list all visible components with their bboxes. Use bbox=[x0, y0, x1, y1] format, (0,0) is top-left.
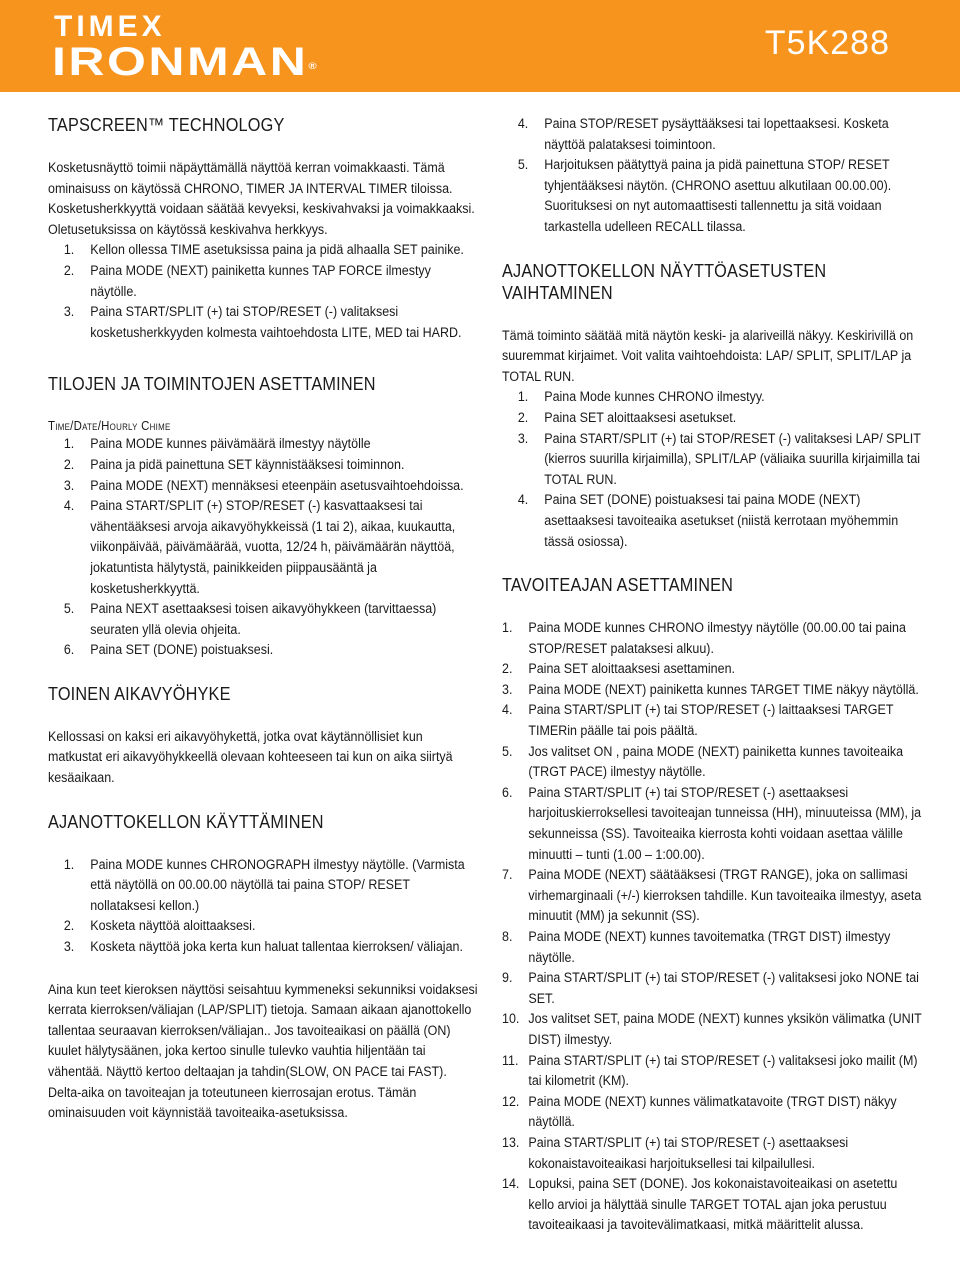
list-item: 10. Jos valitset SET, paina MODE (NEXT) kunnes yksikön välimatka (UNIT DIST) ilmestyy. bbox=[502, 1011, 922, 1048]
section-title-chrono-use: AJANOTTOKELLON KÄYTTÄMINEN bbox=[48, 810, 324, 832]
timex-ironman-logo bbox=[52, 10, 320, 84]
tapscreen-intro: Kosketusnäyttö toimii näpäyttämällä näyttöä kerran voimakkaasti. Tämä ominaisuss on käytössä CHRONO, TIMER JA INTERVAL TIMER tiloissa. Kosketusherkkyyttä voidaan säätää kevyeksi, keskivahvaksi ja voimakkaaksi. Oletusetuksissa on käytössä keskivahva herkkyys. bbox=[48, 160, 475, 238]
list-item: 1. Kellon ollessa TIME asetuksissa paina ja pidä alhaalla SET painike. bbox=[63, 242, 464, 259]
list-item: 9. Paina START/SPLIT (+) tai STOP/RESET (-) valitaksesi joko NONE tai SET. bbox=[502, 970, 919, 1007]
logo-ironman: IRONMAN® bbox=[52, 40, 320, 84]
second-timezone-body: Kellossasi on kaksi eri aikavyöhykettä, jotka ovat käytännöllisiet kun matkustat eri aikavyöhykkeellä olevaan kohteeseen tai kun on aika siirtyä kesäaikaan. bbox=[48, 728, 453, 787]
list-item: 14. Lopuksi, paina SET (DONE). Jos kokonaistavoiteaikasi on asetettu kello arvioi ja hälyttää sinulle TARGET TOTAL ajan joka perustuu tavoiteaikaasi ja tavoitevälimatkaasi, mitkä määrittelit alussa. bbox=[502, 1176, 898, 1234]
list-item: 3. Paina MODE (NEXT) mennäksesi eteenpäin asetusvaihtoehdoissa. bbox=[63, 477, 464, 494]
section-title-tapscreen: TAPSCREEN™ TECHNOLOGY bbox=[48, 114, 285, 135]
list-item: 2. Paina ja pidä painettuna SET käynnistääksesi toiminnon. bbox=[63, 456, 405, 473]
list-item: 1. Paina MODE kunnes CHRONO ilmestyy näytölle (00.00.00 tai paina STOP/RESET palataksesi alkuu). bbox=[502, 620, 906, 657]
section-title-second-timezone: TOINEN AIKAVYÖHYKE bbox=[48, 682, 231, 704]
list-item: 7. Paina MODE (NEXT) säätääksesi (TRGT RANGE), joka on sallimasi virhemarginaali (+/-) kierroksen tahdille. Kun tavoiteaika ilmestyy, aseta minuutit (MM) ja sekunnit (SS). bbox=[502, 867, 922, 925]
list-item: 2. Paina MODE (NEXT) painiketta kunnes TAP FORCE ilmestyy näytölle. bbox=[63, 262, 431, 300]
list-item: 1. Paina Mode kunnes CHRONO ilmestyy. bbox=[517, 389, 765, 406]
list-item: 1. Paina MODE kunnes päivämäärä ilmestyy näytölle bbox=[63, 436, 371, 453]
list-item: 11. Paina START/SPLIT (+) tai STOP/RESET (-) valitaksesi joko mailit (M) tai kilometrit (KM). bbox=[502, 1052, 918, 1090]
list-item: 4. Paina SET (DONE) poistuaksesi tai paina MODE (NEXT) asettaaksesi tavoiteaika asetukset (niistä kerrotaan myöhemmin tässä osiossa). bbox=[517, 492, 899, 550]
list-item: 5. Jos valitset ON , paina MODE (NEXT) painiketta kunnes tavoiteaika (TRGT PACE) ilmestyy näytölle. bbox=[502, 743, 904, 781]
left-column bbox=[48, 114, 478, 1124]
header-banner bbox=[0, 0, 960, 92]
list-item: 3. Kosketa näyttöä joka kerta kun haluat tallentaa kierroksen/ väliajan. bbox=[63, 939, 463, 956]
list-item: 2. Kosketa näyttöä aloittaaksesi. bbox=[63, 918, 256, 935]
list-item: 2. Paina SET aloittaaksesi asettaminen. bbox=[502, 661, 735, 678]
right-column bbox=[502, 114, 922, 1236]
subsection-title: Time/Date/Hourly Chime bbox=[48, 418, 171, 434]
target-time-steps bbox=[502, 618, 922, 1236]
section-title-target-time: TAVOITEAJAN ASETTAMINEN bbox=[502, 574, 734, 596]
list-item: 12. Paina MODE (NEXT) kunnes välimatkatavoite (TRGT DIST) näkyy näytöllä. bbox=[502, 1093, 897, 1131]
list-item: 4. Paina START/SPLIT (+) STOP/RESET (-) kasvattaaksesi tai vähentääksesi arvoja aikavyöhykkeissä (1 tai 2), aikaa, kuukautta, viikonpäivää, päivämäärää, vuotta, 12/24 h, päivämäärän näyttöä, jokatuntista hälytystä, painikkeiden piippausääntä ja kosketusherkkyyttä. bbox=[63, 498, 456, 597]
display-settings-steps bbox=[502, 387, 922, 552]
logo-timex: TIMEX bbox=[54, 10, 166, 43]
list-item: 6. Paina SET (DONE) poistuaksesi. bbox=[63, 642, 274, 659]
list-item: 8. Paina MODE (NEXT) kunnes tavoitematka (TRGT DIST) ilmestyy näytölle. bbox=[502, 929, 891, 966]
list-item: 1. Paina MODE kunnes CHRONOGRAPH ilmestyy näytölle. (Varmista että näytöllä on 00.00.00 näytöllä tai paina STOP/ RESET nollataksesi kellon.) bbox=[63, 856, 465, 914]
list-item: 3. Paina MODE (NEXT) painiketta kunnes TARGET TIME näkyy näytöllä. bbox=[502, 681, 919, 698]
chrono-use-steps bbox=[48, 855, 478, 958]
list-item: 6. Paina START/SPLIT (+) tai STOP/RESET (-) asettaaksesi harjoituskierroksellesi tavoiteajan tunneissa (HH), minuuteissa (MM), ja sekunneissa (SS). Tavoiteaika kierrosta kohti voidaan asettaa välille minuutti – tunti (1.00 – 1:00.00). bbox=[502, 784, 922, 863]
tapscreen-steps bbox=[48, 240, 478, 343]
list-item: 2. Paina SET aloittaaksesi asetukset. bbox=[517, 409, 737, 426]
list-item: 5. Paina NEXT asettaaksesi toisen aikavyöhykkeen (tarvittaessa) seuraten yllä olevia ohjeita. bbox=[63, 601, 437, 638]
list-item: 3. Paina START/SPLIT (+) tai STOP/RESET (-) valitaksesi kosketusherkkyyden kolmesta vaihtoehdosta LITE, MED tai HARD. bbox=[63, 304, 462, 341]
display-settings-body: Tämä toiminto säätää mitä näytön keski- ja alariveillä näkyy. Keskirivillä on suuremmat kirjaimet. Voit valita vaihtoehdoista: LAP/ SPLIT, SPLIT/LAP ja TOTAL RUN. bbox=[502, 327, 914, 385]
section-title-display-settings: AJANOTTOKELLON NÄYTTÖASETUSTEN VAIHTAMINEN bbox=[502, 259, 827, 303]
chrono-use-steps-cont bbox=[502, 114, 922, 238]
section-title-settings: TILOJEN JA TOIMINTOJEN ASETTAMINEN bbox=[48, 373, 376, 395]
list-item: 5. Harjoituksen päätyttyä paina ja pidä painettuna STOP/ RESET tyhjentääksesi näytön. (CHRONO asettuu alkutilaan 00.00.00). Suorituksesi on nyt automaattisesti tallennettu ja sitä voidaan tarkastella udelleen RECALL tilassa. bbox=[517, 157, 892, 235]
list-item: 3. Paina START/SPLIT (+) tai STOP/RESET (-) valitaksesi LAP/ SPLIT (kierros suurilla kirjaimilla), SPLIT/LAP (väliaika suurilla kirjaimilla tai TOTAL RUN. bbox=[517, 430, 921, 488]
list-item: 13. Paina START/SPLIT (+) tai STOP/RESET (-) asettaaksesi kokonaistavoiteaikasi harjoituksellesi tai kilpailullesi. bbox=[502, 1134, 849, 1172]
list-item: 4. Paina STOP/RESET pysäyttääksesi tai lopettaaksesi. Kosketa näyttöä palataksesi toimintoon. bbox=[517, 116, 889, 153]
list-item: 4. Paina START/SPLIT (+) tai STOP/RESET (-) laittaaksesi TARGET TIMERin päälle tai pois päältä. bbox=[502, 702, 894, 740]
chrono-use-body: Aina kun teet kieroksen näyttösi seisahtuu kymmeneksi sekunniksi voidaksesi kerrata kierroksen/väliajan (LAP/SPLIT) tietoja. Samaan aikaan ajanottokello tallentaa seuraavan kierroksen/väliajan.. Jos tavoiteaikasi on päällä (ON) kuulet hälytysäänen, joka kertoo sinulle tulevko vauhtia hiljentään tai vähentää. Näyttö kertoo deltaajan ja tahdin(SLOW, ON PACE tai FAST). Delta-aika on tavoiteajan ja toteutuneen kierrosajan erotus. Tämän ominaisuuden voit käynnistää tavoiteaika-asetuksissa. bbox=[48, 981, 478, 1122]
settings-steps bbox=[48, 434, 478, 661]
model-number: T5K288 bbox=[764, 24, 890, 62]
